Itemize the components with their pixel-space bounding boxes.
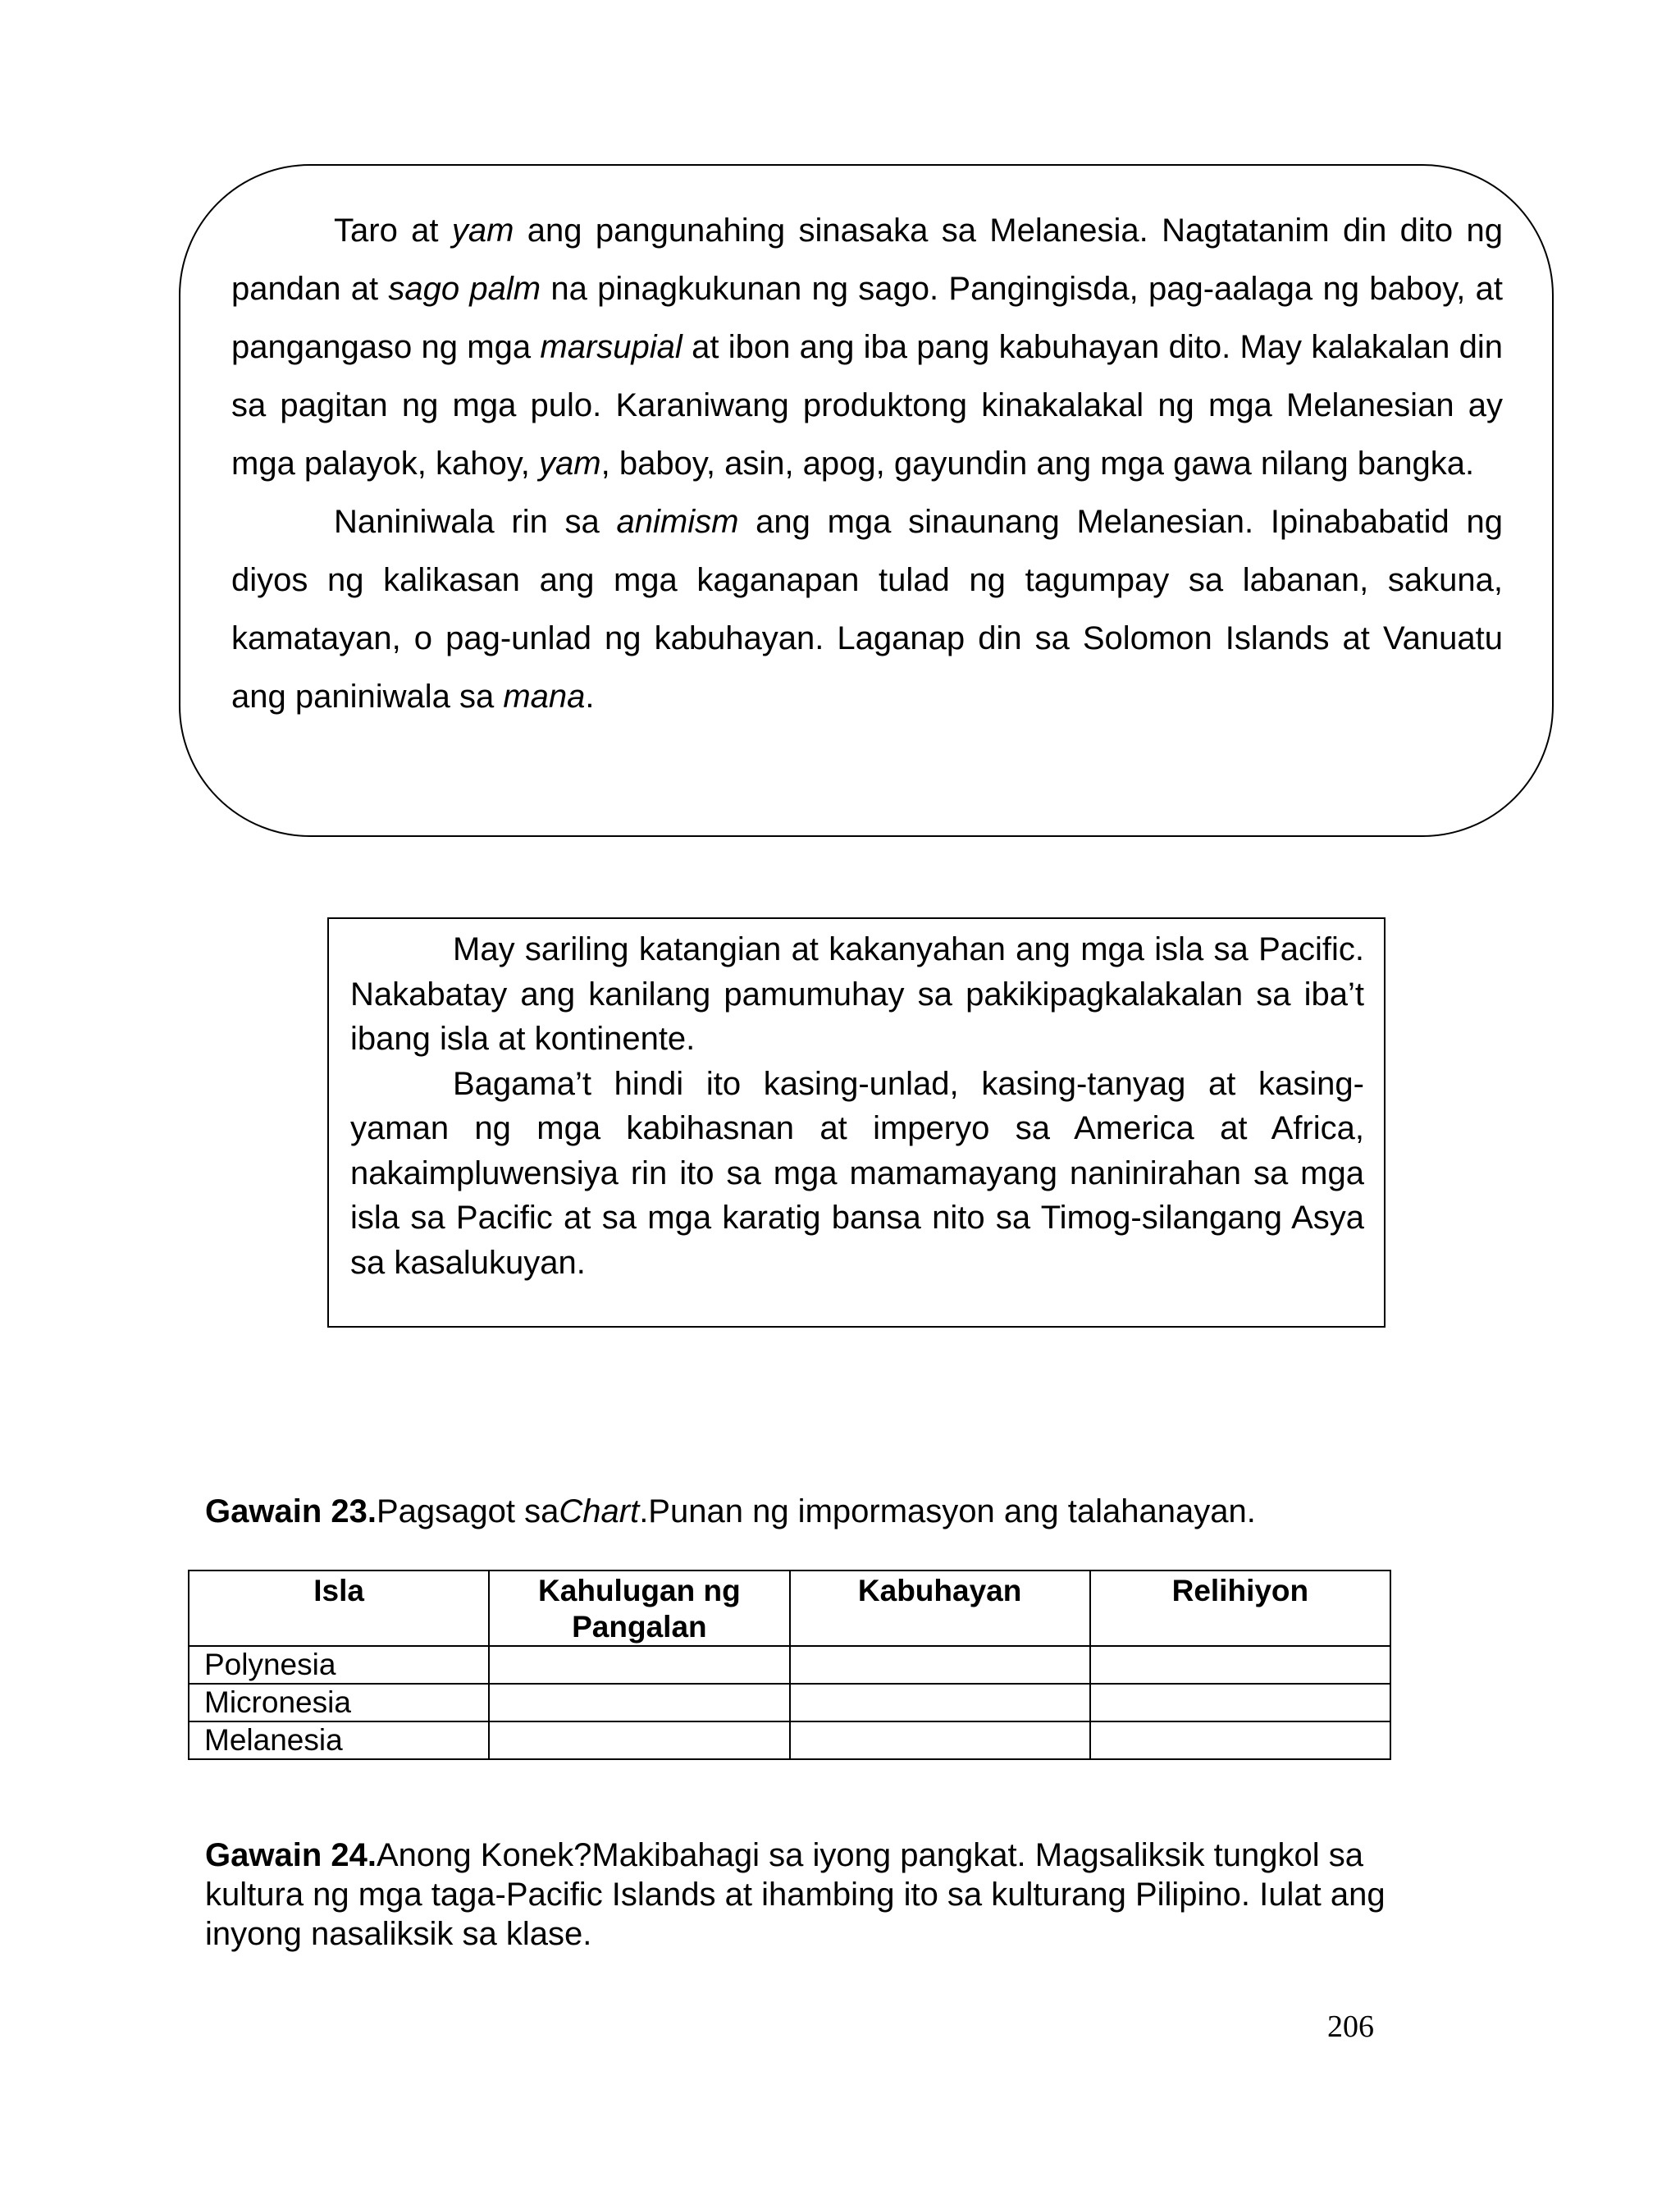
empty-cell: [1090, 1646, 1390, 1684]
table-row: [189, 1646, 1390, 1684]
header-relihiyon: Relihiyon: [1090, 1570, 1390, 1646]
empty-cell: [489, 1646, 789, 1684]
empty-cell: [489, 1721, 789, 1759]
gawain-24-instructions: Gawain 24.Anong Konek?Makibahagi sa iyong pangkat. Magsaliksik tungkol sa kultura ng mga taga-Pacific Islands at ihambing ito sa kulturang Pilipino. Iulat ang inyong nasaliksik sa klase.: [205, 1837, 1386, 1952]
empty-cell: [790, 1721, 1090, 1759]
summary-text: [350, 927, 1364, 1285]
empty-cell: [489, 1684, 789, 1721]
gawain-23-label: Gawain 23.: [205, 1493, 377, 1529]
empty-cell: [790, 1646, 1090, 1684]
gawain-23-heading: Gawain 23.Pagsagot saChart.Punan ng impormasyon ang talahanayan.: [205, 1493, 1256, 1529]
row-label-melanesia: Melanesia: [189, 1721, 489, 1759]
table-row: [189, 1721, 1390, 1759]
empty-cell: [1090, 1721, 1390, 1759]
table-row: [189, 1684, 1390, 1721]
row-label-micronesia: Micronesia: [189, 1684, 489, 1721]
table-header-row: [189, 1570, 1390, 1646]
melanesia-paragraph-2: Naniniwala rin sa animism ang mga sinaunang Melanesian. Ipinababatid ng diyos ng kalikasan ang mga kaganapan tulad ng tagumpay sa labanan, sakuna, kamatayan, o pag-unlad ng kabuhayan. Laganap din sa Solomon Islands at Vanuatu ang paniniwala sa mana.: [231, 504, 1504, 715]
summary-paragraph-2: Bagama’t hindi ito kasing-unlad, kasing-tanyag at kasing-yaman ng mga kabihasnan at imperyo sa America at Africa, nakaimpluwensiya rin ito sa mga mamamayang naninirahan sa mga isla sa Pacific at sa mga karatig bansa nito sa Timog-silangang Asya sa kasalukuyan.: [350, 1065, 1364, 1281]
header-isla: Isla: [189, 1570, 489, 1646]
header-kahulugan: Kahulugan ng Pangalan: [489, 1570, 789, 1646]
melanesia-text: [231, 202, 1503, 726]
empty-cell: [1090, 1684, 1390, 1721]
summary-paragraph-1: May sariling katangian at kakanyahan ang mga isla sa Pacific. Nakabatay ang kanilang pamumuhay sa pakikipagkalakalan sa iba’t ibang isla at kontinente.: [350, 931, 1364, 1057]
melanesia-paragraph-1: Taro at yam ang pangunahing sinasaka sa Melanesia. Nagtatanim din dito ng pandan at sago palm na pinagkukunan ng sago. Pangingisda, pag-aalaga ng baboy, at pangangaso ng mga marsupial at ibon ang iba pang kabuhayan dito. May kalakalan din sa pagitan ng mga pulo. Karaniwang produktong kinakalakal ng mga Melanesian ay mga palayok, kahoy, yam, baboy, asin, apog, gayundin ang mga gawa nilang bangka.: [231, 213, 1503, 482]
header-kabuhayan: Kabuhayan: [790, 1570, 1090, 1646]
row-label-polynesia: Polynesia: [189, 1646, 489, 1684]
empty-cell: [790, 1684, 1090, 1721]
page-number: 206: [1327, 2009, 1374, 2044]
gawain-23-table: [188, 1570, 1391, 1760]
gawain-24-label: Gawain 24.: [205, 1837, 377, 1873]
